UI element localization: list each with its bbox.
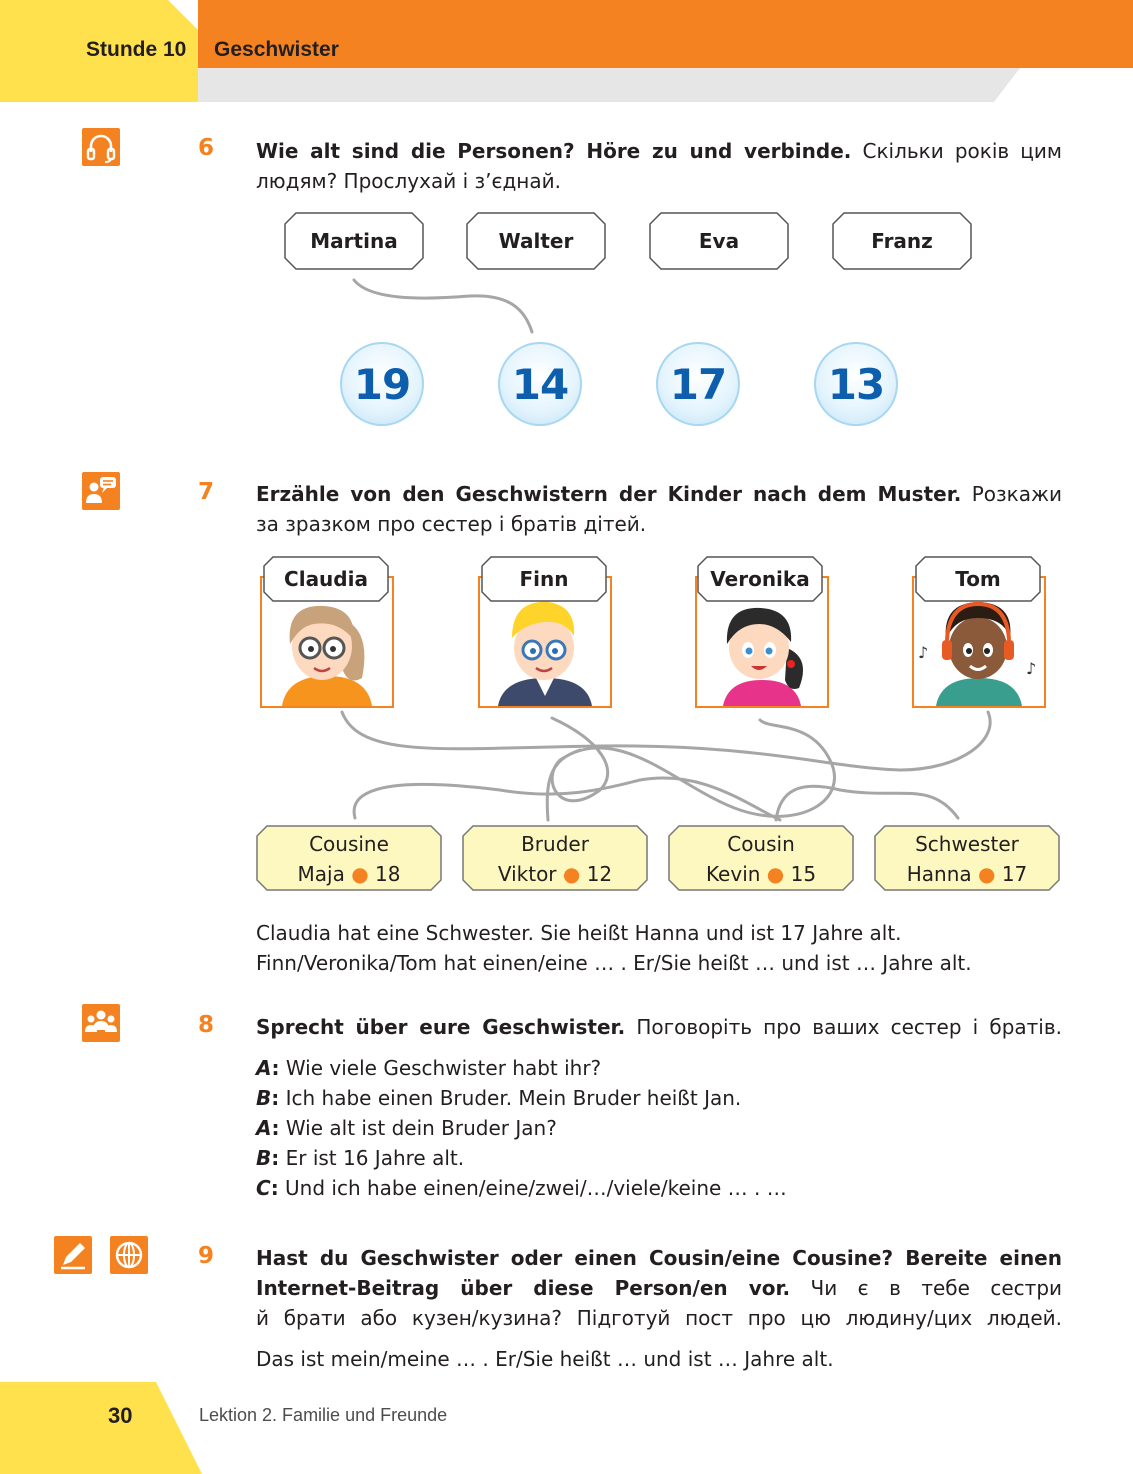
dialogue-line: B: Er ist 16 Jahre alt. bbox=[256, 1146, 465, 1170]
task9-example: Das ist mein/meine … . Er/Sie heißt … und ist … Jahre alt. bbox=[256, 1347, 834, 1371]
kid-name: Claudia bbox=[284, 567, 368, 591]
task-number-7: 7 bbox=[198, 479, 215, 505]
bullet-dot: ● bbox=[562, 862, 581, 886]
relative-relation: Schwester bbox=[915, 832, 1019, 856]
age-bubble-13: 13 bbox=[814, 342, 898, 426]
bullet-dot: ● bbox=[978, 862, 996, 886]
name-label: Eva bbox=[698, 229, 740, 253]
speaker: A bbox=[256, 1116, 272, 1140]
dialogue-line: B: Ich habe einen Bruder. Mein Bruder heißt Jan. bbox=[256, 1086, 742, 1110]
dialogue-text: Ich habe einen Bruder. Mein Bruder heißt Jan. bbox=[285, 1086, 742, 1110]
bullet-dot: ● bbox=[766, 862, 785, 886]
kid-name-tag-finn bbox=[481, 556, 607, 602]
name-box-walter bbox=[466, 212, 606, 270]
relative-name-age: Kevin ● 15 bbox=[705, 862, 817, 886]
speaker: A bbox=[256, 1056, 272, 1080]
relative-relation: Cousine bbox=[309, 832, 389, 856]
task8-instruction: Sprecht über eure Geschwister. Поговоріть про ваших сестер і братів. bbox=[256, 1015, 1063, 1039]
headphones-icon bbox=[82, 128, 120, 166]
speaker: B bbox=[256, 1146, 272, 1170]
task6-instruction-line1: Wie alt sind die Personen? Höre zu und verbinde. Скільки років цим bbox=[256, 139, 1063, 163]
name-label: Martina bbox=[310, 229, 398, 253]
dialogue-text: Wie viele Geschwister habt ihr? bbox=[285, 1056, 602, 1080]
age-bubble-19: 19 bbox=[340, 342, 424, 426]
relative-card-hanna bbox=[874, 825, 1060, 891]
task9-instruction-line1: Hast du Geschwister oder einen Cousin/eine Cousine? Bereite einen bbox=[256, 1246, 1062, 1270]
speaker: C bbox=[256, 1176, 271, 1200]
name-box-franz bbox=[832, 212, 972, 270]
task-number-8: 8 bbox=[198, 1012, 215, 1038]
bullet-dot: ● bbox=[351, 862, 369, 886]
lesson-number: Stunde 10 bbox=[86, 38, 187, 61]
kid-name: Finn bbox=[519, 567, 569, 591]
name-label: Franz bbox=[871, 229, 933, 253]
globe-icon bbox=[110, 1236, 148, 1274]
footer-bar bbox=[0, 1382, 1133, 1474]
task7-example-line1: Claudia hat eine Schwester. Sie heißt Hanna und ist 17 Jahre alt. bbox=[256, 921, 902, 945]
kid-name-tag-tom bbox=[915, 556, 1041, 602]
age-bubble-17: 17 bbox=[656, 342, 740, 426]
kid-name: Veronika bbox=[710, 567, 810, 591]
relative-card-maja bbox=[256, 825, 442, 891]
kid-name-tag-veronika bbox=[697, 556, 823, 602]
group-icon bbox=[82, 1004, 120, 1042]
dialogue-line: A: Wie alt ist dein Bruder Jan? bbox=[256, 1116, 557, 1140]
svg-text:♪: ♪ bbox=[1026, 659, 1037, 678]
footer-title: Lektion 2. Familie und Freunde bbox=[199, 1405, 448, 1425]
relative-relation: Cousin bbox=[727, 832, 795, 856]
task9-instruction-line3: й брати або кузен/кузина? Підготуй пост про цю людину/цих людей. bbox=[256, 1306, 1062, 1330]
relative-name-age: Viktor ● 12 bbox=[497, 862, 613, 886]
dialogue-text: Wie alt ist dein Bruder Jan? bbox=[285, 1116, 557, 1140]
age-bubble-14: 14 bbox=[498, 342, 582, 426]
dialogue-line: C: Und ich habe einen/eine/zwei/…/viele/keine … . … bbox=[256, 1176, 787, 1200]
pencil-icon bbox=[54, 1236, 92, 1274]
relative-relation: Bruder bbox=[521, 832, 589, 856]
kid-name: Tom bbox=[955, 567, 1001, 591]
task6-instruction-line2: людям? Прослухай і з’єднай. bbox=[256, 169, 561, 193]
lesson-title: Geschwister bbox=[214, 38, 339, 61]
name-box-martina bbox=[284, 212, 424, 270]
dialogue-text: Er ist 16 Jahre alt. bbox=[285, 1146, 465, 1170]
task-number-9: 9 bbox=[198, 1243, 215, 1269]
task7-instruction-line2: за зразком про сестер і братів дітей. bbox=[256, 512, 647, 536]
svg-text:♪: ♪ bbox=[918, 643, 929, 662]
speaker: B bbox=[256, 1086, 272, 1110]
task7-example-line2: Finn/Veronika/Tom hat einen/eine … . Er/Sie heißt … und ist … Jahre alt. bbox=[256, 951, 972, 975]
task7-instruction-line1: Erzähle von den Geschwistern der Kinder nach dem Muster. Розкажи bbox=[256, 482, 1063, 506]
name-box-eva bbox=[649, 212, 789, 270]
name-label: Walter bbox=[498, 229, 574, 253]
relative-card-viktor bbox=[462, 825, 648, 891]
page-number: 30 bbox=[108, 1403, 133, 1428]
dialogue-text: Und ich habe einen/eine/zwei/…/viele/keine … . … bbox=[285, 1176, 787, 1200]
task-number-6: 6 bbox=[198, 135, 215, 161]
speech-icon bbox=[82, 472, 120, 510]
task9-instruction-line2: Internet-Beitrag über diese Person/en vor. Чи є в тебе сестри bbox=[256, 1276, 1063, 1300]
relative-name-age: Hanna ● 17 bbox=[906, 862, 1028, 886]
relative-card-kevin bbox=[668, 825, 854, 891]
dialogue-line: A: Wie viele Geschwister habt ihr? bbox=[256, 1056, 602, 1080]
kid-name-tag-claudia bbox=[263, 556, 389, 602]
relative-name-age: Maja ● 18 bbox=[297, 862, 401, 886]
